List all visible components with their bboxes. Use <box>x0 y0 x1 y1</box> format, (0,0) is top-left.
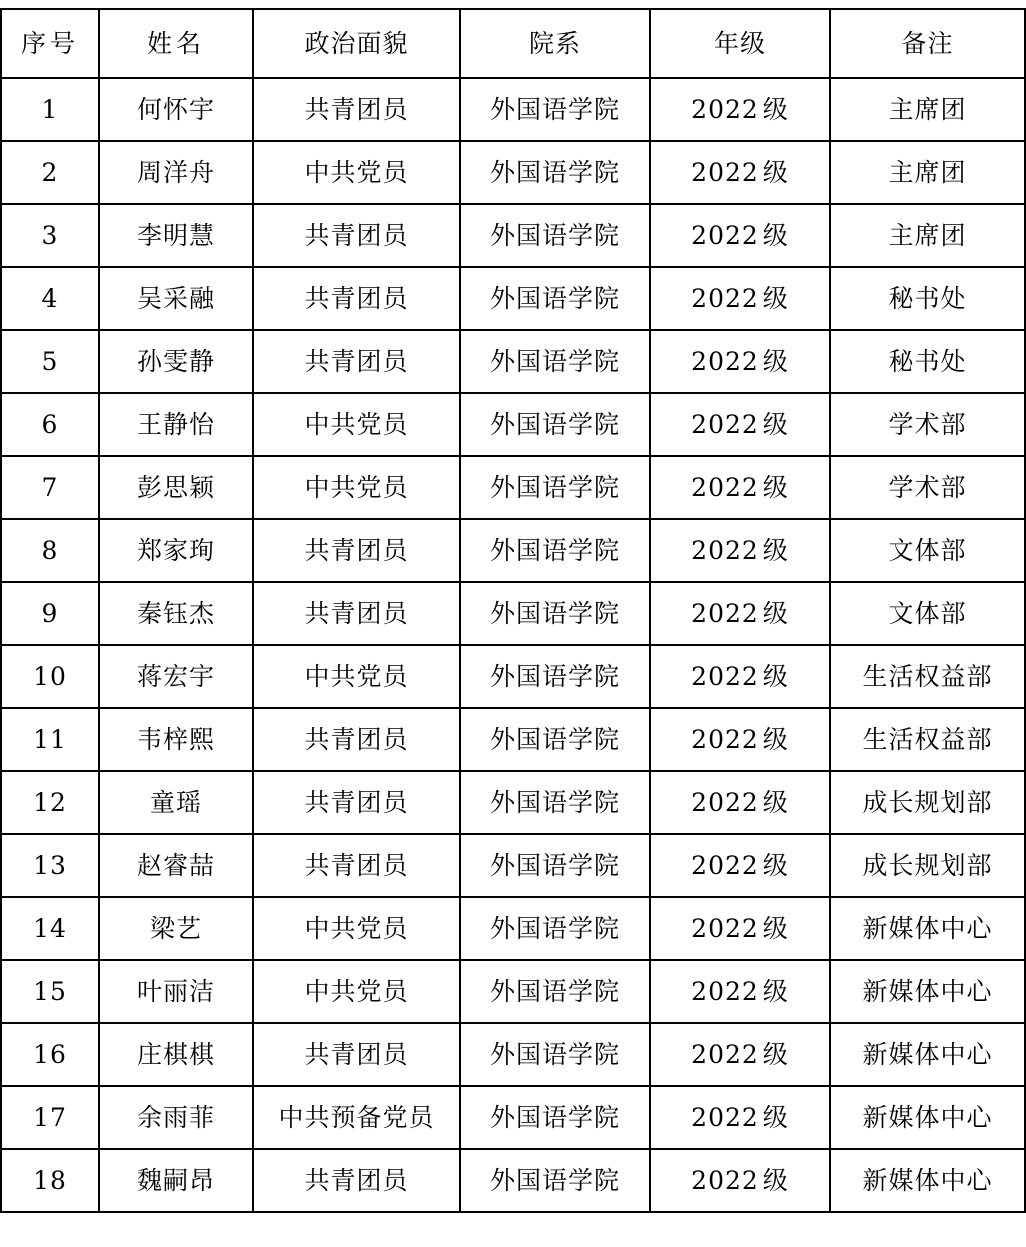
cell-name: 叶丽洁 <box>99 960 253 1023</box>
cell-grade <box>650 897 830 960</box>
cell-political: 共青团员 <box>253 204 460 267</box>
roster-table <box>0 8 1026 1213</box>
table-row <box>1 519 1025 582</box>
cell-name: 郑家珣 <box>99 519 253 582</box>
cell-index: 8 <box>1 519 99 582</box>
table-row <box>1 330 1025 393</box>
cell-grade <box>650 582 830 645</box>
grade-suffix: 级 <box>762 535 789 565</box>
table-row <box>1 1086 1025 1149</box>
cell-grade <box>650 267 830 330</box>
grade-suffix: 级 <box>762 913 789 943</box>
cell-political: 中共党员 <box>253 141 460 204</box>
cell-name: 吴采融 <box>99 267 253 330</box>
cell-department: 外国语学院 <box>460 519 650 582</box>
grade-suffix: 级 <box>762 157 789 187</box>
table-row <box>1 1023 1025 1086</box>
cell-remark: 秘书处 <box>830 330 1025 393</box>
cell-grade <box>650 141 830 204</box>
cell-grade <box>650 834 830 897</box>
table-row <box>1 78 1025 141</box>
cell-name: 何怀宇 <box>99 78 253 141</box>
cell-political: 共青团员 <box>253 708 460 771</box>
cell-department: 外国语学院 <box>460 582 650 645</box>
cell-name: 王静怡 <box>99 393 253 456</box>
grade-year: 2022 <box>691 598 759 628</box>
cell-name: 周洋舟 <box>99 141 253 204</box>
grade-year: 2022 <box>691 346 759 376</box>
cell-grade <box>650 78 830 141</box>
cell-remark: 新媒体中心 <box>830 897 1025 960</box>
grade-suffix: 级 <box>762 472 789 502</box>
cell-political: 共青团员 <box>253 582 460 645</box>
cell-political: 中共党员 <box>253 960 460 1023</box>
grade-suffix: 级 <box>762 1039 789 1069</box>
cell-grade <box>650 960 830 1023</box>
cell-index: 10 <box>1 645 99 708</box>
cell-index: 12 <box>1 771 99 834</box>
cell-political: 中共预备党员 <box>253 1086 460 1149</box>
grade-suffix: 级 <box>762 1165 789 1195</box>
table-row <box>1 582 1025 645</box>
cell-remark: 主席团 <box>830 204 1025 267</box>
cell-department: 外国语学院 <box>460 393 650 456</box>
cell-political: 中共党员 <box>253 456 460 519</box>
cell-department: 外国语学院 <box>460 204 650 267</box>
cell-name: 魏嗣昂 <box>99 1149 253 1212</box>
grade-suffix: 级 <box>762 1102 789 1132</box>
cell-remark: 新媒体中心 <box>830 1086 1025 1149</box>
grade-year: 2022 <box>691 1102 759 1132</box>
table-row <box>1 897 1025 960</box>
cell-index: 14 <box>1 897 99 960</box>
table-header-row <box>1 9 1025 78</box>
grade-suffix: 级 <box>762 283 789 313</box>
cell-remark: 秘书处 <box>830 267 1025 330</box>
grade-year: 2022 <box>691 157 759 187</box>
grade-year: 2022 <box>691 787 759 817</box>
cell-remark: 生活权益部 <box>830 708 1025 771</box>
cell-political: 中共党员 <box>253 897 460 960</box>
grade-year: 2022 <box>691 283 759 313</box>
cell-remark: 新媒体中心 <box>830 960 1025 1023</box>
column-header-department: 院系 <box>460 9 650 78</box>
column-header-remark: 备注 <box>830 9 1025 78</box>
grade-suffix: 级 <box>762 787 789 817</box>
table-row <box>1 141 1025 204</box>
cell-grade <box>650 1149 830 1212</box>
cell-department: 外国语学院 <box>460 708 650 771</box>
cell-name: 蒋宏宇 <box>99 645 253 708</box>
cell-political: 共青团员 <box>253 771 460 834</box>
cell-remark: 主席团 <box>830 78 1025 141</box>
cell-political: 中共党员 <box>253 393 460 456</box>
cell-political: 共青团员 <box>253 834 460 897</box>
cell-name: 秦钰杰 <box>99 582 253 645</box>
cell-index: 15 <box>1 960 99 1023</box>
cell-department: 外国语学院 <box>460 960 650 1023</box>
cell-department: 外国语学院 <box>460 834 650 897</box>
cell-remark: 学术部 <box>830 456 1025 519</box>
cell-remark: 主席团 <box>830 141 1025 204</box>
grade-year: 2022 <box>691 1039 759 1069</box>
column-header-index: 序号 <box>1 9 99 78</box>
grade-suffix: 级 <box>762 409 789 439</box>
table-row <box>1 456 1025 519</box>
table-row <box>1 1149 1025 1212</box>
cell-name: 梁艺 <box>99 897 253 960</box>
cell-name: 孙雯静 <box>99 330 253 393</box>
table-row <box>1 708 1025 771</box>
cell-department: 外国语学院 <box>460 141 650 204</box>
cell-political: 共青团员 <box>253 1149 460 1212</box>
grade-year: 2022 <box>691 1165 759 1195</box>
cell-name: 赵睿喆 <box>99 834 253 897</box>
table-row <box>1 204 1025 267</box>
cell-name: 余雨菲 <box>99 1086 253 1149</box>
grade-suffix: 级 <box>762 346 789 376</box>
cell-political: 中共党员 <box>253 645 460 708</box>
table-row <box>1 267 1025 330</box>
cell-department: 外国语学院 <box>460 771 650 834</box>
grade-year: 2022 <box>691 94 759 124</box>
cell-index: 7 <box>1 456 99 519</box>
grade-year: 2022 <box>691 724 759 754</box>
cell-name: 韦梓熙 <box>99 708 253 771</box>
grade-year: 2022 <box>691 913 759 943</box>
table-row <box>1 960 1025 1023</box>
cell-political: 共青团员 <box>253 267 460 330</box>
grade-suffix: 级 <box>762 976 789 1006</box>
grade-year: 2022 <box>691 976 759 1006</box>
cell-department: 外国语学院 <box>460 1086 650 1149</box>
grade-suffix: 级 <box>762 94 789 124</box>
cell-index: 2 <box>1 141 99 204</box>
cell-index: 9 <box>1 582 99 645</box>
cell-index: 1 <box>1 78 99 141</box>
grade-year: 2022 <box>691 850 759 880</box>
cell-political: 共青团员 <box>253 330 460 393</box>
grade-suffix: 级 <box>762 724 789 754</box>
cell-grade <box>650 393 830 456</box>
cell-name: 彭思颖 <box>99 456 253 519</box>
cell-grade <box>650 1086 830 1149</box>
cell-index: 6 <box>1 393 99 456</box>
cell-department: 外国语学院 <box>460 897 650 960</box>
grade-suffix: 级 <box>762 661 789 691</box>
roster-table-body <box>1 9 1025 1212</box>
cell-department: 外国语学院 <box>460 1023 650 1086</box>
grade-suffix: 级 <box>762 598 789 628</box>
cell-index: 4 <box>1 267 99 330</box>
cell-grade <box>650 204 830 267</box>
table-row <box>1 393 1025 456</box>
cell-index: 11 <box>1 708 99 771</box>
grade-year: 2022 <box>691 472 759 502</box>
table-row <box>1 645 1025 708</box>
cell-remark: 新媒体中心 <box>830 1023 1025 1086</box>
column-header-name: 姓名 <box>99 9 253 78</box>
cell-political: 共青团员 <box>253 1023 460 1086</box>
column-header-grade: 年级 <box>650 9 830 78</box>
cell-remark: 生活权益部 <box>830 645 1025 708</box>
cell-index: 17 <box>1 1086 99 1149</box>
cell-grade <box>650 456 830 519</box>
table-row <box>1 771 1025 834</box>
cell-grade <box>650 519 830 582</box>
cell-remark: 学术部 <box>830 393 1025 456</box>
grade-suffix: 级 <box>762 220 789 250</box>
cell-remark: 文体部 <box>830 582 1025 645</box>
grade-year: 2022 <box>691 220 759 250</box>
cell-department: 外国语学院 <box>460 330 650 393</box>
grade-suffix: 级 <box>762 850 789 880</box>
cell-index: 13 <box>1 834 99 897</box>
cell-grade <box>650 771 830 834</box>
cell-political: 共青团员 <box>253 78 460 141</box>
cell-grade <box>650 1023 830 1086</box>
cell-grade <box>650 708 830 771</box>
cell-remark: 成长规划部 <box>830 771 1025 834</box>
table-row <box>1 834 1025 897</box>
cell-index: 16 <box>1 1023 99 1086</box>
cell-index: 5 <box>1 330 99 393</box>
cell-remark: 新媒体中心 <box>830 1149 1025 1212</box>
cell-department: 外国语学院 <box>460 1149 650 1212</box>
cell-department: 外国语学院 <box>460 78 650 141</box>
cell-department: 外国语学院 <box>460 456 650 519</box>
grade-year: 2022 <box>691 535 759 565</box>
cell-department: 外国语学院 <box>460 267 650 330</box>
cell-remark: 成长规划部 <box>830 834 1025 897</box>
cell-name: 童瑶 <box>99 771 253 834</box>
grade-year: 2022 <box>691 409 759 439</box>
cell-department: 外国语学院 <box>460 645 650 708</box>
cell-name: 李明慧 <box>99 204 253 267</box>
column-header-political: 政治面貌 <box>253 9 460 78</box>
cell-grade <box>650 645 830 708</box>
cell-name: 庄棋棋 <box>99 1023 253 1086</box>
cell-index: 18 <box>1 1149 99 1212</box>
cell-political: 共青团员 <box>253 519 460 582</box>
cell-index: 3 <box>1 204 99 267</box>
cell-remark: 文体部 <box>830 519 1025 582</box>
cell-grade <box>650 330 830 393</box>
grade-year: 2022 <box>691 661 759 691</box>
